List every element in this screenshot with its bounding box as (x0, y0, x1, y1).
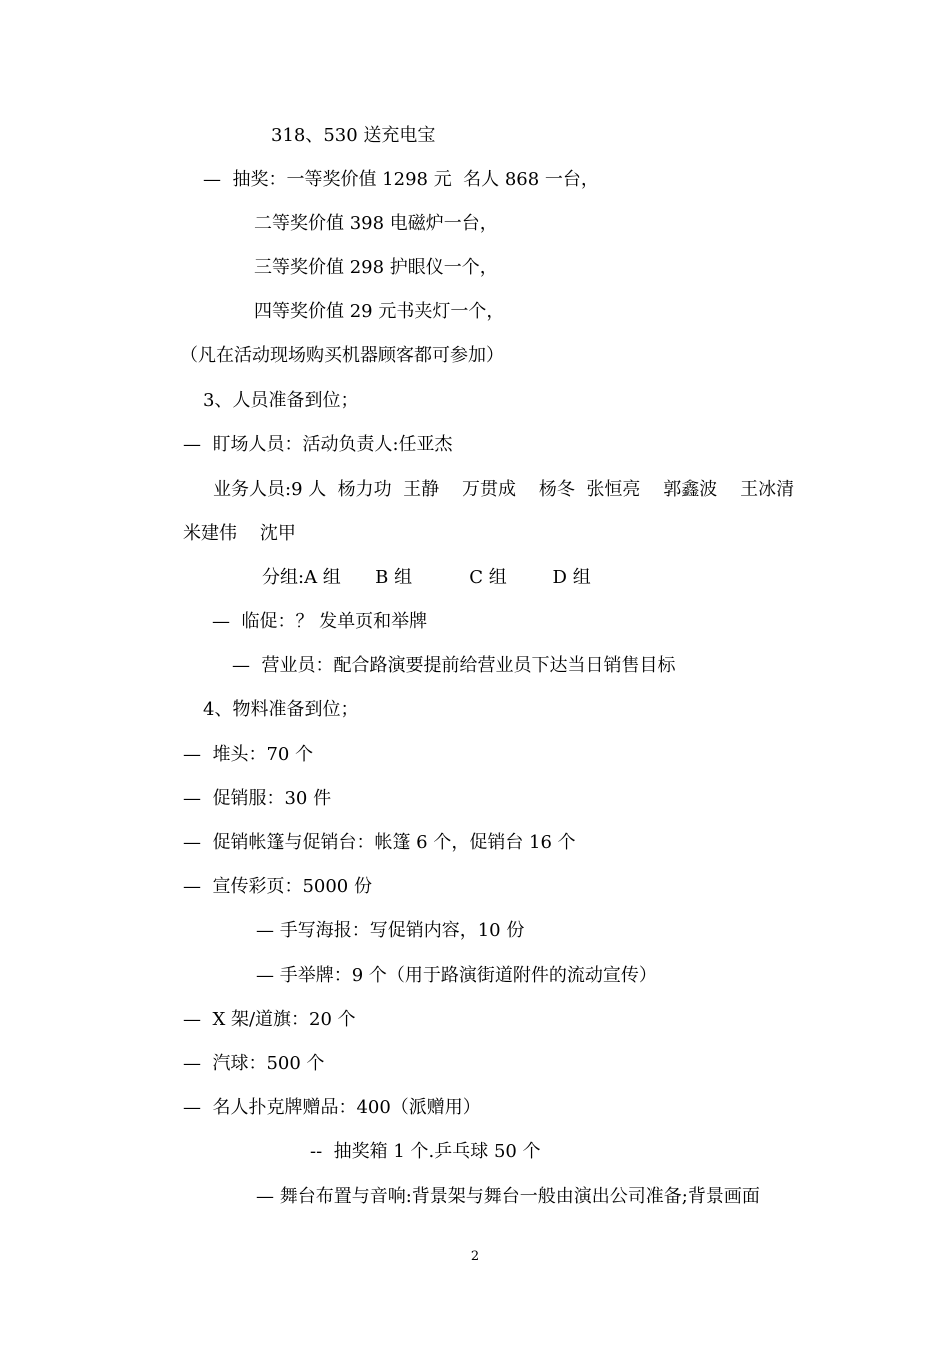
text-line: — 促销服：30 件 (183, 788, 332, 809)
section-heading: 3、人员准备到位； (203, 390, 359, 411)
text-line: — 手举牌：9 个（用于路演街道附件的流动宣传） (256, 965, 657, 986)
text-line: — 名人扑克牌赠品：400（派赠用） (183, 1097, 481, 1118)
text-line: 业务人员:9 人 杨力功 王静 万贯成 杨冬 张恒亮 郭鑫波 王冰清 (213, 479, 795, 500)
text-line: 分组:A 组 B 组 C 组 D 组 (262, 567, 591, 588)
text-line: 318、530 送充电宝 (271, 125, 436, 146)
text-line: — 舞台布置与音响:背景架与舞台一般由演出公司准备;背景画面 (256, 1186, 760, 1207)
text-line: — 宣传彩页：5000 份 (183, 876, 372, 897)
page-number: 2 (470, 1249, 480, 1264)
text-line: 二等奖价值 398 电磁炉一台， (254, 213, 498, 234)
text-line: — 营业员：配合路演要提前给营业员下达当日销售目标 (232, 655, 676, 676)
text-line: — 手写海报：写促销内容，10 份 (256, 920, 525, 941)
section-heading: 4、物料准备到位； (203, 699, 359, 720)
text-line: 三等奖价值 298 护眼仪一个， (254, 257, 498, 278)
text-line: — 汽球：500 个 (183, 1053, 325, 1074)
text-line: （凡在活动现场购买机器顾客都可参加） (180, 345, 504, 366)
text-line: — 抽奖：一等奖价值 1298 元 名人 868 一台， (203, 169, 599, 190)
text-line: -- 抽奖箱 1 个.乒乓球 50 个 (310, 1141, 541, 1162)
text-line: — X 架/道旗：20 个 (183, 1009, 356, 1030)
text-line: 米建伟 沈甲 (183, 523, 296, 544)
text-line: — 临促：？ 发单页和举牌 (212, 611, 428, 632)
text-line: — 堆头：70 个 (183, 744, 314, 765)
text-line: 四等奖价值 29 元书夹灯一个， (254, 301, 505, 322)
text-line: — 促销帐篷与促销台：帐篷 6 个，促销台 16 个 (183, 832, 576, 853)
text-line: — 盯场人员：活动负责人:任亚杰 (183, 434, 453, 455)
